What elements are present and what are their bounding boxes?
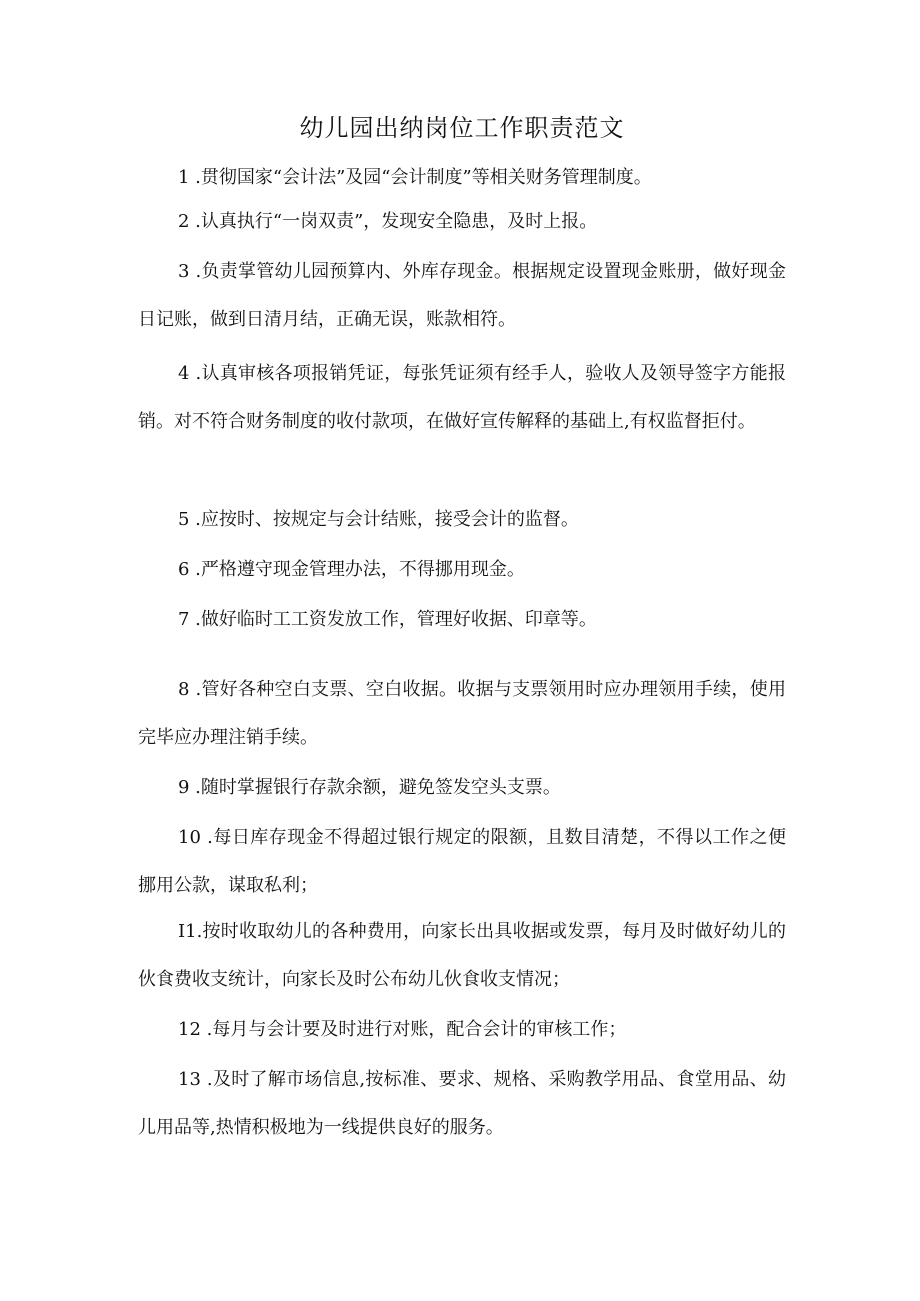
paragraph-12: 12 .每月与会计要及时进行对账，配合会计的审核工作； (178, 1019, 627, 1040)
paragraph-3: 3 .负责掌管幼儿园预算内、外库存现金。根据规定设置现金账册，做好现金日记账，做到日清月结，正确无误，账款相符。 (138, 261, 786, 330)
paragraph-6: 6 .严格遵守现金管理办法，不得挪用现金。 (178, 559, 525, 580)
paragraph-9: 9 .随时掌握银行存款余额，避免签发空头支票。 (178, 777, 561, 798)
paragraph-2: 2 .认真执行“一岗双责”，发现安全隐患，及时上报。 (178, 211, 598, 232)
paragraph-5: 5 .应按时、按规定与会计结账，接受会计的监督。 (178, 509, 579, 530)
paragraph-13: 13 .及时了解市场信息,按标准、要求、规格、采购教学用品、食堂用品、幼儿用品等,热情积极地为一线提供良好的服务。 (138, 1069, 786, 1138)
paragraph-4: 4 .认真审核各项报销凭证，每张凭证须有经手人，验收人及领导签字方能报销。对不符合财务制度的收付款项，在做好宣传解释的基础上,有权监督拒付。 (138, 363, 786, 432)
document-title: 幼儿园出纳岗位工作职责范文 (299, 114, 625, 142)
paragraph-1: 1 .贯彻国家“会计法”及园“会计制度”等相关财务管理制度。 (178, 167, 652, 188)
paragraph-10: 10 .每日库存现金不得超过银行规定的限额，且数目清楚，不得以工作之便挪用公款，谋取私利； (138, 827, 786, 896)
paragraph-7: 7 .做好临时工工资发放工作，管理好收据、印章等。 (178, 609, 597, 630)
paragraph-11: I1.按时收取幼儿的各种费用，向家长出具收据或发票，每月及时做好幼儿的伙食费收支统计，向家长及时公布幼儿伙食收支情况； (138, 921, 786, 990)
paragraph-8: 8 .管好各种空白支票、空白收据。收据与支票领用时应办理领用手续，使用完毕应办理注销手续。 (138, 679, 786, 748)
